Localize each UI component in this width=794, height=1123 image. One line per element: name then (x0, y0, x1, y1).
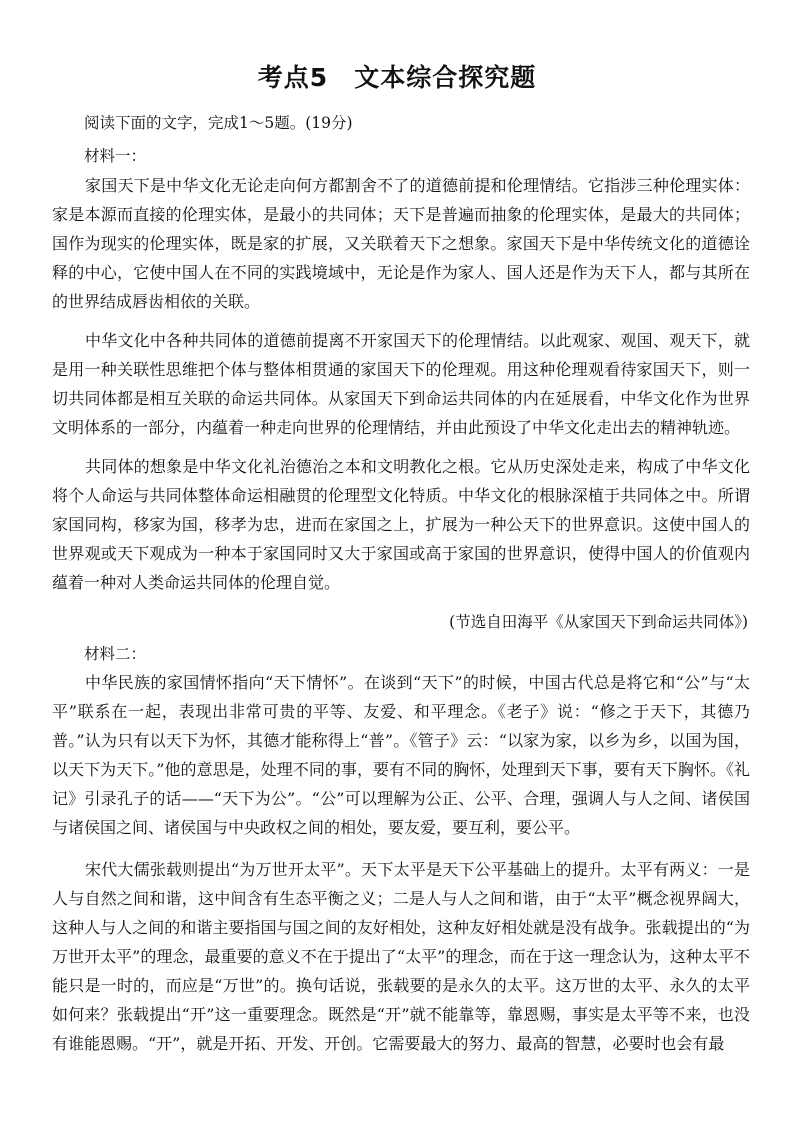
material-two-paragraph: 宋代大儒张载则提出“为万世开太平”。天下太平是天下公平基础上的提升。太平有两义：一是人与自然之间和谐，这中间含有生态平衡之义；二是人与人之间和谐，由于“太平”概念视界阔大，这种人与人之间的和谐主要指国与国之间的友好相处，这种友好相处就是没有战争。张载提出的“为万世开太平”的理念，最重要的意义不在于提出了“太平”的理念，而在于这一理念认为，这种太平不能只是一时的，而应是“万世”的。换句话说，张载要的是永久的太平。这万世的太平、永久的太平如何来？张载提出“开”这一重要理念。既然是“开”就不能靠等，靠恩赐，事实是太平等不来，也没有谁能恩赐。“开”，就是开拓、开发、开创。它需要最大的努力、最高的智慧，必要时也会有最 (52, 860, 750, 1053)
instructions: 阅读下面的文字，完成1～5题。(19分) (84, 114, 353, 132)
material-one-paragraph: 共同体的想象是中华文化礼治德治之本和文明教化之根。它从历史深处走来，构成了中华文化将个人命运与共同体整体命运相融贯的伦理型文化特质。中华文化的根脉深植于共同体之中。所谓家国同构，移家为国，移孝为忠，进而在家国之上，扩展为一种公天下的世界意识。这使中国人的世界观或天下观成为一种本于家国同时又大于家国或高于家国的世界意识，使得中国人的价值观内蕴着一种对人类命运共同体的伦理自觉。 (52, 457, 750, 592)
material-one-label: 材料一： (84, 147, 147, 165)
title-text: 文本综合探究题 (354, 63, 537, 92)
material-one-paragraph: 家国天下是中华文化无论走向何方都割舍不了的道德前提和伦理情结。它指涉三种伦理实体：家是本源而直接的伦理实体，是最小的共同体；天下是普遍而抽象的伦理实体，是最大的共同体；国作为现实的伦理实体，既是家的扩展，又关联着天下之想象。家国天下是中华传统文化的道德诠释的中心，它使中国人在不同的实践境域中，无论是作为家人、国人还是作为天下人，都与其所在的世界结成唇齿相依的关联。 (52, 176, 750, 311)
material-one-paragraph: 中华文化中各种共同体的道德前提离不开家国天下的伦理情结。以此观家、观国、观天下，就是用一种关联性思维把个体与整体相贯通的家国天下的伦理观。用这种伦理观看待家国天下，则一切共同体都是相互关联的命运共同体。从家国天下到命运共同体的内在延展看，中华文化作为世界文明体系的一部分，内蕴着一种走向世界的伦理情结，并由此预设了中华文化走出去的精神轨迹。 (52, 331, 750, 437)
material-one-source: (节选自田海平《从家国天下到命运共同体》) (449, 613, 748, 631)
title-prefix: 考点5 (257, 63, 329, 92)
material-two-label: 材料二： (84, 645, 147, 663)
material-two-paragraph: 中华民族的家国情怀指向“天下情怀”。在谈到“天下”的时候，中国古代总是将它和“公”与“太平”联系在一起，表现出非常可贵的平等、友爱、和平理念。《老子》说：“修之于天下，其德乃普。”认为只有以天下为怀，其德才能称得上“普”。《管子》云：“以家为家，以乡为乡，以国为国，以天下为天下。”他的意思是，处理不同的事，要有不同的胸怀，处理到天下事，要有天下胸怀。《礼记》引录孔子的话——“天下为公”。“公”可以理解为公正、公平、合理，强调人与人之间、诸侯国与诸侯国之间、诸侯国与中央政权之间的相处，要友爱，要互利，要公平。 (52, 673, 750, 837)
page-title (0, 58, 794, 94)
